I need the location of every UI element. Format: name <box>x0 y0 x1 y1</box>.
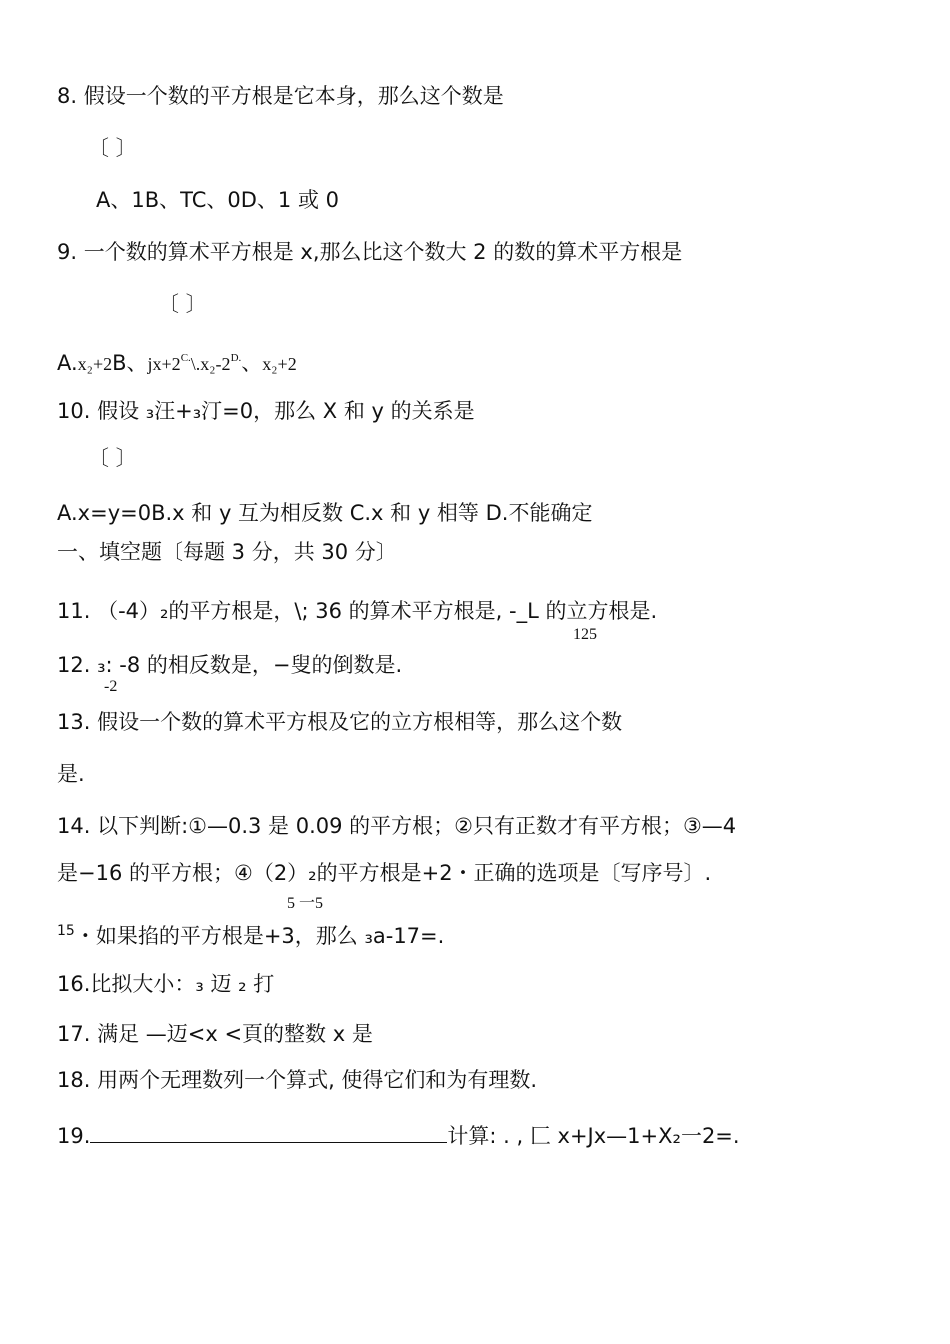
question-12: 12. ₃: -8 的相反数是，−叟的倒数是. <box>57 653 403 677</box>
question-10: 10. 假设 ₃汪+₃汀=0，那么 X 和 y 的关系是 <box>57 399 475 423</box>
option-c-label: C. <box>180 352 191 364</box>
answer-blank[interactable] <box>90 1124 447 1143</box>
question-19-text: 计算: . , 匚 x+Jx—1+X₂一2=. <box>447 1124 740 1148</box>
question-16: 16.比拟大小：₃ 迈 ₂ 打 <box>57 972 275 996</box>
question-17: 17. 满足 —迈<x <頁的整数 x 是 <box>57 1022 373 1046</box>
option-a-label: A. <box>57 351 78 375</box>
question-13: 13. 假设一个数的算术平方根及它的立方根相等，那么这个数 <box>57 710 623 734</box>
question-8: 8. 假设一个数的平方根是它本身，那么这个数是 <box>57 84 504 108</box>
question-13-continued: 是. <box>57 762 85 786</box>
option-c-expr: \.x₂-2 <box>190 354 231 374</box>
question-14: 14. 以下判断:①—0.3 是 0.09 的平方根；②只有正数才有平方根；③—4 <box>57 814 737 838</box>
question-9: 9. 一个数的算术平方根是 x,那么比这个数大 2 的数的算术平方根是 <box>57 240 683 264</box>
option-d-expr: x₂+2 <box>262 354 297 374</box>
question-15-text: ・如果掐的平方根是+3，那么 ₃a-17=. <box>74 924 445 948</box>
question-19-number: 19. <box>57 1124 91 1148</box>
option-d-label: D. <box>230 352 242 364</box>
option-b-label: B、 <box>112 351 148 375</box>
question-19 <box>57 1124 740 1147</box>
question-15 <box>57 923 445 948</box>
question-8-options: A、1B、TC、0D、1 或 0 <box>96 188 339 212</box>
question-14-continued: 是−16 的平方根；④（2）₂的平方根是+2・正确的选项是〔写序号〕. <box>57 861 712 885</box>
question-12-denominator: -2 <box>104 678 118 695</box>
question-11-denominator: 125 <box>573 626 597 643</box>
question-9-options <box>57 353 297 374</box>
question-10-options: A.x=y=0B.x 和 y 互为相反数 C.x 和 y 相等 D.不能确定 <box>57 501 593 525</box>
section-title: 一、填空题〔每题 3 分，共 30 分〕 <box>57 540 397 564</box>
option-d-separator: 、 <box>241 351 263 375</box>
question-14-denominator: 5 一5 <box>287 895 324 912</box>
question-18: 18. 用两个无理数列一个算式, 使得它们和为有理数. <box>57 1068 538 1092</box>
question-15-number: 15 <box>57 923 75 939</box>
question-11: 11. （-4）₂的平方根是，\; 36 的算术平方根是, -_L 的立方根是. <box>57 599 658 623</box>
question-8-bracket: 〔 〕 <box>88 136 137 160</box>
option-b-expr: jx+2 <box>147 354 181 374</box>
question-10-bracket: 〔 〕 <box>88 446 137 470</box>
option-a-expr: x₂+2 <box>77 354 113 374</box>
question-9-bracket: 〔 〕 <box>158 292 207 316</box>
